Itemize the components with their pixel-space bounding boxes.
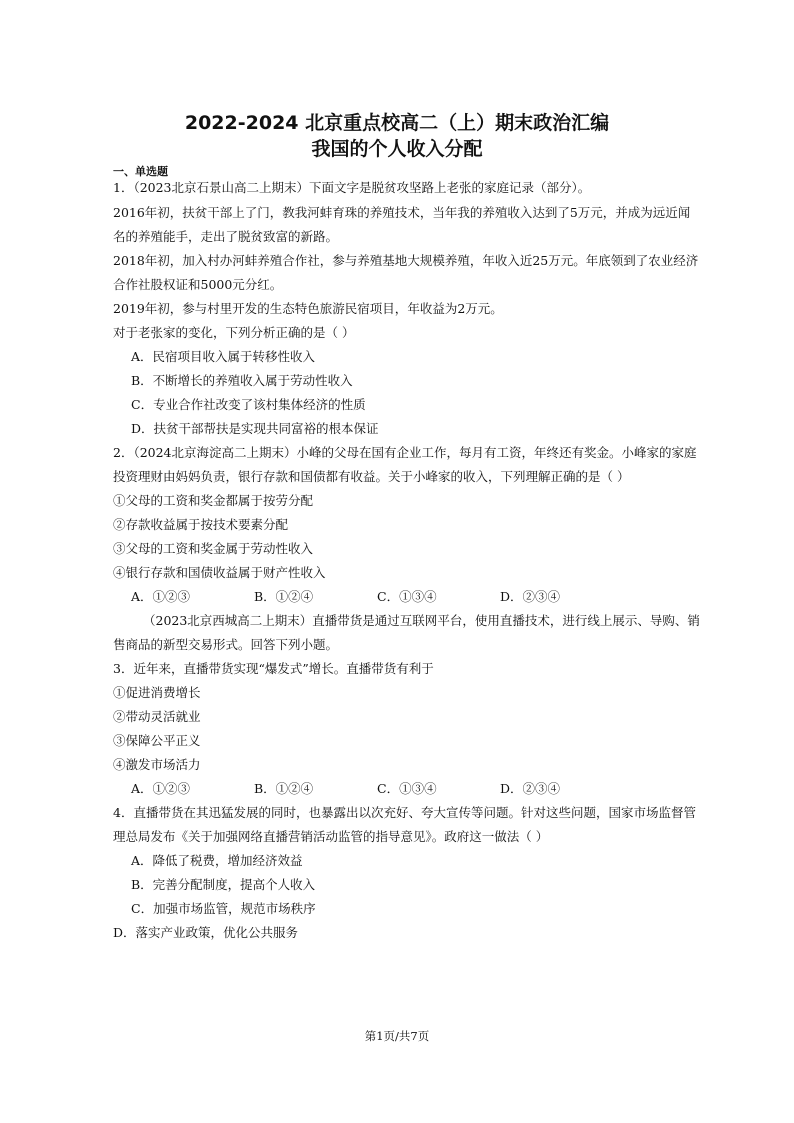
q2-statement-3: ③父母的工资和奖金属于劳动性收入 [113,541,314,556]
q2-statement-2: ②存款收益属于按技术要素分配 [113,517,289,532]
q1-option-c: C．专业合作社改变了该村集体经济的性质 [131,397,366,412]
material-line1: （2023北京西城高二上期末）直播带货是通过互联网平台，使用直播技术，进行线上展示、导购、销 [143,613,700,628]
q2-option-a: A．①②③ [131,589,191,604]
q1-option-d: D．扶贫干部帮扶是实现共同富裕的根本保证 [131,421,379,436]
q2-option-b: B．①②④ [254,589,314,604]
q1-question: 对于老张家的变化，下列分析正确的是（ ） [113,325,355,340]
q1-stem: 1．（2023北京石景山高二上期末）下面文字是脱贫攻坚路上老张的家庭记录（部分）。 [113,180,591,195]
q2-stem-line1: 2．（2024北京海淀高二上期末）小峰的父母在国有企业工作，每月有工资，年终还有奖金。小峰家的家庭 [113,445,697,460]
q2-stem-line2: 投资理财由妈妈负责，银行存款和国债都有收益。关于小峰家的收入，下列理解正确的是（ ） [113,469,630,484]
q4-stem-line2: 理总局发布《关于加强网络直播营销活动监管的指导意见》。政府这一做法（ ） [113,829,549,844]
q2-option-d: D．②③④ [500,589,561,604]
q4-option-d: D．落实产业政策，优化公共服务 [113,925,299,940]
q3-statement-3: ③保障公平正义 [113,733,201,748]
q1-record-2016-line2: 名的养殖能手，走出了脱贫致富的新路。 [113,229,339,244]
q3-option-c: C．①③④ [377,781,437,796]
q1-option-b: B．不断增长的养殖收入属于劳动性收入 [131,373,353,388]
q4-option-a: A．降低了税费，增加经济效益 [131,853,303,868]
q2-options [131,587,623,605]
q1-record-2016-line1: 2016年初，扶贫干部上了门，教我河蚌育珠的养殖技术，当年我的养殖收入达到了5万元，并成为远近闻 [113,205,691,220]
q1-record-2018-line1: 2018年初，加入村办河蚌养殖合作社，参与养殖基地大规模养殖，年收入近25万元。年底领到了农业经济 [113,253,699,268]
q1-record-2019: 2019年初，参与村里开发的生态特色旅游民宿项目，年收益为2万元。 [113,301,503,316]
q3-stem: 3．近年来，直播带货实现“爆发式”增长。直播带货有利于 [113,661,434,676]
q4-option-c: C．加强市场监管，规范市场秩序 [131,901,316,916]
q1-record-2018-line2: 合作社股权证和5000元分红。 [113,277,283,292]
q1-option-a: A．民宿项目收入属于转移性收入 [131,349,316,364]
q4-stem-line1: 4．直播带货在其迅猛发展的同时，也暴露出以次充好、夸大宣传等问题。针对这些问题，国家市场监督管 [113,805,696,820]
q3-option-d: D．②③④ [500,781,561,796]
q4-option-b: B．完善分配制度，提高个人收入 [131,877,316,892]
q3-statement-2: ②带动灵活就业 [113,709,201,724]
q3-statement-1: ①促进消费增长 [113,685,201,700]
q2-statement-4: ④银行存款和国债收益属于财产性收入 [113,565,326,580]
material-line2: 售商品的新型交易形式。回答下列小题。 [113,637,339,652]
section-heading: 一、单选题 [113,165,168,178]
q3-option-b: B．①②④ [254,781,314,796]
page-footer: 第1页/共7页 [364,1029,430,1043]
q3-statement-4: ④激发市场活力 [113,757,201,772]
q2-statement-1: ①父母的工资和奖金都属于按劳分配 [113,493,314,508]
document-title: 2022-2024 北京重点校高二（上）期末政治汇编 [184,112,610,134]
document-subtitle: 我国的个人收入分配 [311,138,483,160]
q2-option-c: C．①③④ [377,589,437,604]
q3-options [131,779,623,797]
q3-option-a: A．①②③ [131,781,191,796]
